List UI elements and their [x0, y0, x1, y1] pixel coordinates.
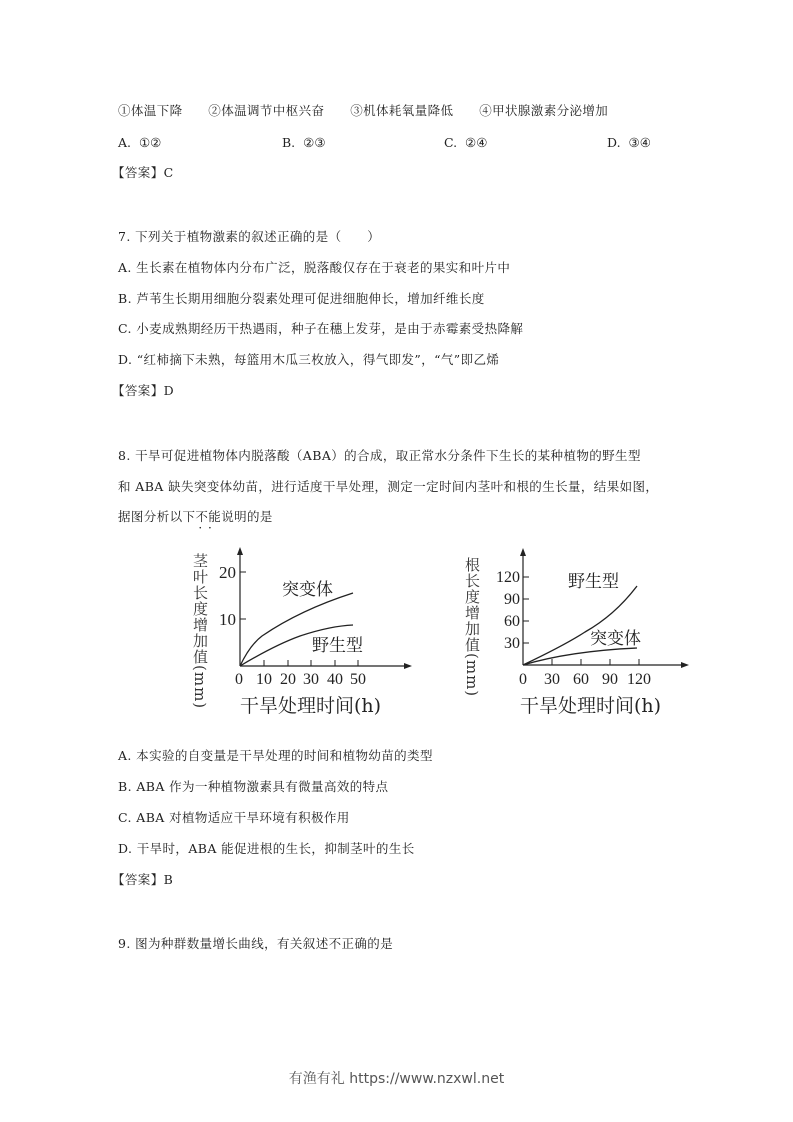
y-axis-label: 茎叶长度增加值(mm): [191, 553, 209, 710]
series-label-wildtype: 野生型: [568, 572, 619, 591]
option-label: A.: [118, 135, 132, 150]
series-mutant-line: [240, 593, 353, 666]
option-label: D.: [607, 135, 621, 150]
y-tick-label: 60: [504, 613, 520, 630]
y-axis-arrow-icon: [237, 547, 243, 555]
x-tick-label: 0: [519, 671, 527, 688]
emphasized-text: 不能 · ·: [195, 509, 221, 524]
series-label-wildtype: 野生型: [312, 636, 363, 655]
stem-text: 说明的是: [221, 509, 273, 524]
y-tick-label: 120: [496, 569, 520, 586]
option-label: B.: [282, 135, 296, 150]
option-label: C.: [444, 135, 458, 150]
x-axis-arrow-icon: [404, 663, 412, 669]
x-tick-label: 60: [573, 671, 589, 688]
q6-option-b: [282, 135, 326, 151]
x-tick-label: 40: [327, 671, 343, 688]
chart-stem-leaf-growth: [190, 545, 430, 725]
x-tick-label: 50: [350, 671, 366, 688]
x-axis-label: 干旱处理时间(h): [240, 695, 382, 717]
q9-stem: 9. 图为种群数量增长曲线，有关叙述不正确的是: [118, 936, 394, 951]
q6-items: ①体温下降 ②体温调节中枢兴奋 ③机体耗氧量降低 ④甲状腺激素分泌增加: [118, 103, 609, 118]
q8-stem-line2: 和 ABA 缺失突变体幼苗，进行适度干旱处理，测定一定时间内茎叶和根的生长量，结果如图，: [118, 479, 659, 494]
option-text: ③④: [628, 135, 651, 150]
y-axis-label: 根长度增加值(mm): [463, 557, 481, 698]
series-label-mutant: 突变体: [590, 629, 641, 648]
q8-stem-line3: [118, 509, 273, 525]
q7-option-d: D. “红柿摘下未熟，每篮用木瓜三枚放入，得气即发”，“气”即乙烯: [118, 352, 500, 367]
x-tick-label: 10: [256, 671, 272, 688]
q8-option-c: C. ABA 对植物适应干旱环境有积极作用: [118, 810, 350, 825]
x-axis-arrow-icon: [681, 662, 689, 668]
y-tick-label: 30: [504, 635, 520, 652]
q8-answer: 【答案】B: [112, 872, 174, 887]
option-text: ②③: [303, 135, 326, 150]
q7-option-b: B. 芦苇生长期用细胞分裂素处理可促进细胞伸长，增加纤维长度: [118, 291, 485, 306]
x-tick-label: 20: [280, 671, 296, 688]
stem-text: 据图分析以下: [118, 509, 196, 524]
q8-stem-line1: 8. 干旱可促进植物体内脱落酸（ABA）的合成，取正常水分条件下生长的某种植物的野生型: [118, 448, 641, 463]
q8-option-d: D. 干旱时，ABA 能促进根的生长，抑制茎叶的生长: [118, 841, 415, 856]
chart-root-growth: [460, 545, 700, 725]
y-tick-label: 90: [504, 591, 520, 608]
q6-option-d: [607, 135, 651, 151]
q6-option-c: [444, 135, 487, 151]
footer-watermark: 有渔有礼 https://www.nzxwl.net: [288, 1071, 505, 1087]
y-tick-label: 20: [219, 563, 236, 582]
q6-option-a: [118, 135, 161, 151]
option-text: ①②: [138, 135, 162, 150]
option-text: ②④: [465, 135, 488, 150]
x-tick-label: 30: [303, 671, 319, 688]
x-tick-label: 0: [235, 671, 243, 688]
q7-option-a: A. 生长素在植物体内分布广泛，脱落酸仅存在于衰老的果实和叶片中: [118, 260, 511, 275]
x-tick-label: 30: [544, 671, 560, 688]
q7-answer: 【答案】D: [112, 383, 175, 398]
q8-option-b: B. ABA 作为一种植物激素具有微量高效的特点: [118, 779, 389, 794]
y-axis-arrow-icon: [520, 548, 526, 556]
y-tick-label: 10: [219, 610, 236, 629]
q6-answer: 【答案】C: [112, 165, 174, 180]
x-tick-label: 120: [627, 671, 651, 688]
x-tick-label: 90: [602, 671, 618, 688]
x-axis-label: 干旱处理时间(h): [520, 695, 662, 717]
series-label-mutant: 突变体: [282, 580, 333, 599]
q8-option-a: A. 本实验的自变量是干旱处理的时间和植物幼苗的类型: [118, 748, 433, 763]
q7-option-c: C. 小麦成熟期经历干热遇雨，种子在穗上发芽，是由于赤霉素受热降解: [118, 321, 524, 336]
q7-stem: 7. 下列关于植物激素的叙述正确的是（ ）: [118, 229, 381, 244]
